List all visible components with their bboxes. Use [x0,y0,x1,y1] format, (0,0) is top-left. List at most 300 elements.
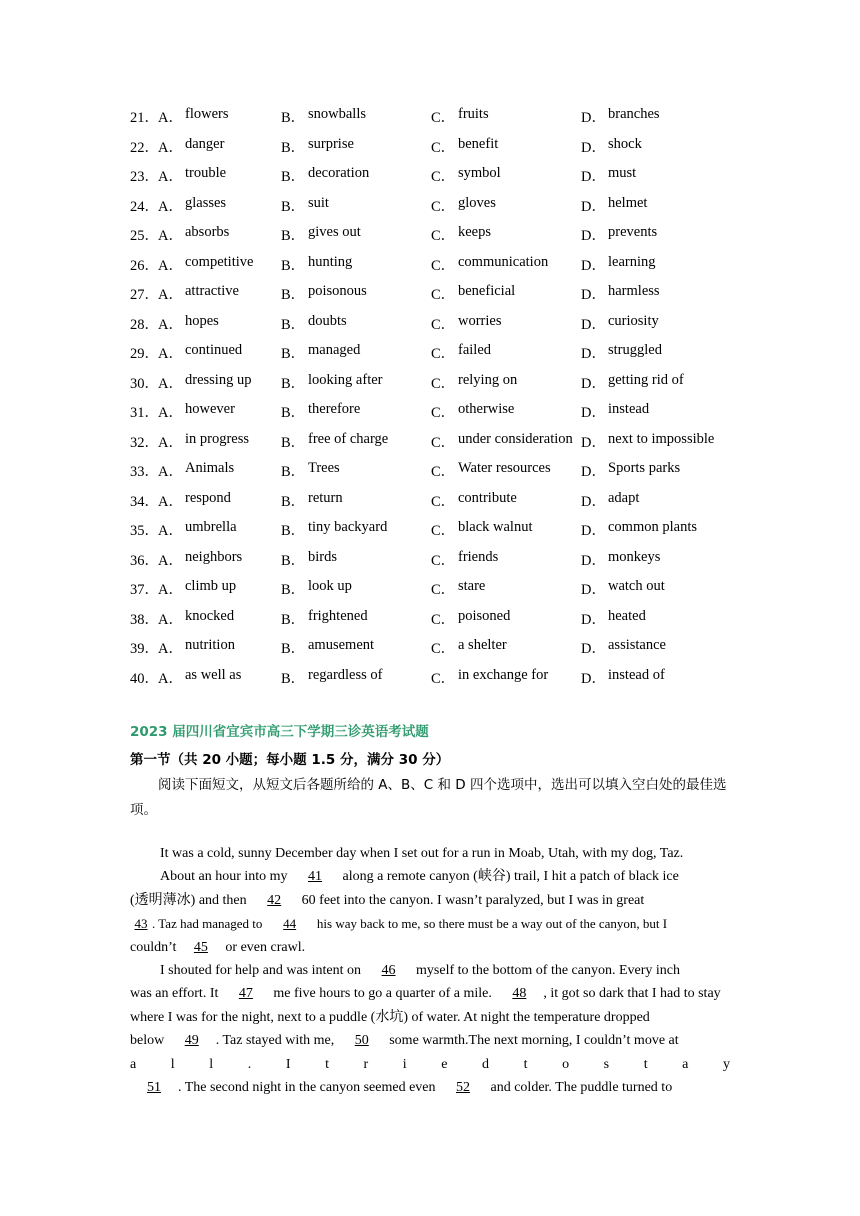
option-letter: B． [281,670,306,687]
option-text: umbrella [185,519,237,536]
justified-char: i [402,1056,407,1072]
question-number: 38． [130,611,159,628]
option-text: fruits [458,106,489,123]
option-text: failed [458,342,492,359]
option-letter: D． [581,641,606,658]
option-d [581,224,731,245]
option-letter: B． [281,375,306,392]
option-letter: D． [581,582,606,599]
question-number: 33． [130,464,159,481]
option-c [431,313,581,334]
blank-52: 52 [456,1079,470,1095]
option-b [281,490,431,511]
option-letter: B． [281,434,306,451]
option-text: a shelter [458,637,507,654]
option-a [158,254,281,275]
option-d [581,667,731,688]
question-row [130,574,740,604]
option-a [158,372,281,393]
option-text: relying on [458,371,518,388]
option-d [581,490,731,511]
question-row [130,397,740,427]
option-text: return [308,489,343,506]
option-letter: C． [431,169,456,186]
option-a [158,608,281,629]
option-letter: B． [281,405,306,422]
question-row [130,102,740,132]
passage-line: couldn’t 45 or even crawl. [130,936,730,959]
reading-passage [130,842,730,1099]
option-d [581,342,731,363]
option-text: prevents [608,224,658,241]
option-letter: C． [431,287,456,304]
option-text: climb up [185,578,237,595]
option-d [581,106,731,127]
option-text: in exchange for [458,666,549,683]
question-row [130,427,740,457]
option-text: look up [308,578,352,595]
option-text: under consideration [458,430,573,447]
question-number: 36． [130,552,159,569]
passage-line: 43 . Taz had managed to 44 his way back to me, so there must be a way out of the canyon, but I [130,912,730,935]
option-text: danger [185,135,225,152]
question-number: 35． [130,523,159,540]
question-number: 21． [130,110,159,127]
option-letter: C． [431,405,456,422]
option-letter: D． [581,228,606,245]
option-text: branches [608,106,660,123]
question-row [130,486,740,516]
option-text: keeps [458,224,492,241]
option-c [431,224,581,245]
option-letter: B． [281,464,306,481]
option-b [281,165,431,186]
passage-line: below 49 . Taz stayed with me, 50 some warmth.The next morning, I couldn’t move at [130,1029,730,1052]
option-text: dressing up [185,371,252,388]
option-letter: A． [158,228,183,245]
option-letter: D． [581,346,606,363]
option-b [281,283,431,304]
question-number: 23． [130,169,159,186]
blank-49: 49 [184,1033,199,1049]
option-text: in progress [185,430,250,447]
option-b [281,519,431,540]
blank-46: 46 [381,962,396,978]
question-number: 26． [130,257,159,274]
option-letter: B． [281,611,306,628]
option-text: assistance [608,637,666,654]
option-text: communication [458,253,549,270]
option-a [158,637,281,658]
option-d [581,254,731,275]
option-c [431,667,581,688]
option-text: attractive [185,283,239,300]
option-b [281,224,431,245]
option-letter: B． [281,316,306,333]
option-text: heated [608,607,646,624]
option-text: getting rid of [608,371,684,388]
option-letter: B． [281,287,306,304]
option-letter: D． [581,464,606,481]
option-d [581,637,731,658]
option-text: must [608,165,637,182]
justified-char: t [643,1056,648,1072]
option-text: otherwise [458,401,515,418]
option-letter: B． [281,552,306,569]
option-letter: C． [431,139,456,156]
option-text: knocked [185,607,235,624]
option-c [431,519,581,540]
option-d [581,283,731,304]
option-text: curiosity [608,312,659,329]
justified-char: I [285,1056,291,1072]
passage-line: I shouted for help and was intent on 46 myself to the bottom of the canyon. Every inch [130,959,730,982]
option-text: tiny backyard [308,519,388,536]
option-b [281,460,431,481]
option-text: Sports parks [608,460,681,477]
option-text: next to impossible [608,430,715,447]
option-letter: B． [281,582,306,599]
question-number: 32． [130,434,159,451]
justified-char: y [722,1056,730,1072]
option-text: gives out [308,224,361,241]
option-text: trouble [185,165,227,182]
option-text: birds [308,548,337,565]
option-letter: A． [158,670,183,687]
option-text: glasses [185,194,227,211]
justified-char: t [523,1056,528,1072]
justified-char: . [247,1056,252,1072]
option-a [158,519,281,540]
option-letter: D． [581,139,606,156]
option-text: common plants [608,519,698,536]
option-a [158,549,281,570]
option-d [581,401,731,422]
option-letter: D． [581,287,606,304]
option-text: Trees [308,460,340,477]
question-row [130,663,740,693]
option-text: doubts [308,312,347,329]
option-text: free of charge [308,430,389,447]
option-b [281,608,431,629]
option-letter: B． [281,169,306,186]
option-letter: D． [581,375,606,392]
option-text: instead [608,401,650,418]
option-letter: A． [158,257,183,274]
option-a [158,667,281,688]
option-letter: B． [281,139,306,156]
option-letter: C． [431,110,456,127]
option-a [158,342,281,363]
option-letter: B． [281,641,306,658]
option-b [281,106,431,127]
option-b [281,136,431,157]
question-row [130,515,740,545]
option-letter: B． [281,523,306,540]
option-b [281,667,431,688]
option-letter: D． [581,434,606,451]
option-text: stare [458,578,486,595]
option-letter: C． [431,670,456,687]
question-row [130,191,740,221]
option-text: beneficial [458,283,516,300]
option-text: harmless [608,283,660,300]
option-letter: A． [158,169,183,186]
answer-options-table [130,102,740,692]
option-letter: A． [158,493,183,510]
option-text: shock [608,135,642,152]
option-b [281,549,431,570]
justified-char: a [682,1056,689,1072]
question-number: 22． [130,139,159,156]
option-text: amusement [308,637,375,654]
option-text: competitive [185,253,254,270]
option-letter: C． [431,582,456,599]
option-letter: B． [281,493,306,510]
option-text: Animals [185,460,235,477]
option-a [158,136,281,157]
option-text: Water resources [458,460,551,477]
option-letter: B． [281,198,306,215]
option-letter: B． [281,257,306,274]
option-c [431,431,581,452]
option-c [431,549,581,570]
option-letter: A． [158,346,183,363]
option-letter: D． [581,670,606,687]
question-row [130,338,740,368]
blank-50: 50 [354,1033,369,1049]
option-d [581,460,731,481]
option-letter: D． [581,198,606,215]
option-letter: D． [581,110,606,127]
option-text: managed [308,342,361,359]
option-c [431,283,581,304]
option-b [281,313,431,334]
option-letter: D． [581,611,606,628]
option-letter: A． [158,582,183,599]
question-number: 39． [130,641,159,658]
question-row [130,545,740,575]
option-letter: C． [431,316,456,333]
option-b [281,342,431,363]
option-letter: D． [581,493,606,510]
option-letter: D． [581,523,606,540]
option-b [281,254,431,275]
option-letter: B． [281,346,306,363]
question-row [130,279,740,309]
passage-line: It was a cold, sunny December day when I set out for a run in Moab, Utah, with my dog, Taz. [160,846,684,861]
question-row [130,604,740,634]
option-c [431,460,581,481]
option-a [158,106,281,127]
option-text: benefit [458,135,499,152]
question-row [130,633,740,663]
option-letter: C． [431,552,456,569]
option-letter: C． [431,434,456,451]
option-letter: D． [581,316,606,333]
question-number: 24． [130,198,159,215]
option-letter: C． [431,493,456,510]
question-row [130,368,740,398]
option-text: as well as [185,666,242,683]
justified-char: r [363,1056,369,1072]
option-d [581,195,731,216]
option-c [431,490,581,511]
blank-48: 48 [512,986,527,1002]
question-number: 34． [130,493,159,510]
passage-line: (透明薄冰) and then 42 60 feet into the canyon. I wasn’t paralyzed, but I was in great [130,889,730,912]
option-text: therefore [308,401,361,418]
option-letter: A． [158,110,183,127]
blank-41: 41 [308,869,323,885]
option-text: poisonous [308,283,367,300]
option-letter: C． [431,611,456,628]
option-a [158,313,281,334]
option-text: absorbs [185,224,230,241]
option-b [281,637,431,658]
option-letter: A． [158,198,183,215]
option-text: worries [458,312,502,329]
option-b [281,401,431,422]
option-text: struggled [608,342,662,359]
option-text: helmet [608,194,648,211]
justified-char: l [209,1056,214,1072]
option-letter: D． [581,169,606,186]
option-text: monkeys [608,548,661,565]
option-letter: C． [431,198,456,215]
option-a [158,401,281,422]
instructions: 阅读下面短文，从短文后各题所给的 A、B、C 和 D 四个选项中，选出可以填入空白处的最佳选项。 [130,777,727,818]
justified-char: a [130,1056,137,1072]
blank-43: 43 [134,916,148,932]
option-letter: C． [431,641,456,658]
option-b [281,578,431,599]
option-letter: B． [281,110,306,127]
option-letter: A． [158,523,183,540]
option-text: learning [608,253,656,270]
option-text: instead of [608,666,665,683]
option-text: neighbors [185,548,243,565]
justified-char: t [325,1056,329,1072]
option-c [431,342,581,363]
option-text: flowers [185,106,229,123]
option-text: hunting [308,253,353,270]
justified-char: e [441,1056,448,1072]
option-text: snowballs [308,106,366,123]
option-text: friends [458,548,499,565]
option-a [158,490,281,511]
option-a [158,224,281,245]
option-letter: A． [158,641,183,658]
option-letter: A． [158,316,183,333]
question-row [130,309,740,339]
option-letter: A． [158,434,183,451]
question-row [130,132,740,162]
question-number: 37． [130,582,159,599]
option-text: poisoned [458,607,511,624]
option-letter: D． [581,552,606,569]
option-d [581,313,731,334]
justified-char: l [170,1056,175,1072]
option-letter: A． [158,552,183,569]
option-text: however [185,401,235,418]
option-d [581,136,731,157]
question-number: 25． [130,228,159,245]
blank-47: 47 [238,986,253,1002]
option-letter: A． [158,139,183,156]
option-c [431,578,581,599]
option-c [431,372,581,393]
option-text: nutrition [185,637,235,654]
option-d [581,372,731,393]
option-text: looking after [308,371,383,388]
option-b [281,372,431,393]
option-d [581,165,731,186]
option-text: contribute [458,489,517,506]
question-number: 28． [130,316,159,333]
option-text: black walnut [458,519,533,536]
option-letter: C． [431,346,456,363]
option-letter: A． [158,611,183,628]
option-text: adapt [608,489,640,506]
exam-title: 2023 届四川省宜宾市高三下学期三诊英语考试题 [130,724,429,740]
option-c [431,195,581,216]
question-row [130,250,740,280]
option-c [431,401,581,422]
option-letter: C． [431,228,456,245]
option-c [431,608,581,629]
option-letter: A． [158,464,183,481]
justified-char: o [562,1056,570,1072]
option-text: watch out [608,578,665,595]
option-letter: C． [431,464,456,481]
option-d [581,608,731,629]
option-a [158,195,281,216]
option-letter: A． [158,287,183,304]
option-text: suit [308,194,329,211]
option-letter: B． [281,228,306,245]
blank-45: 45 [193,939,208,955]
option-c [431,637,581,658]
option-c [431,106,581,127]
passage-line: About an hour into my 41 along a remote canyon (峡谷) trail, I hit a patch of black ice [130,865,730,888]
passage-line: 51 . The second night in the canyon seemed even 52 and colder. The puddle turned to [130,1076,730,1099]
question-row [130,456,740,486]
option-text: decoration [308,165,370,182]
option-c [431,254,581,275]
question-number: 31． [130,405,159,422]
option-text: surprise [308,135,354,152]
option-letter: D． [581,405,606,422]
blank-42: 42 [267,892,282,908]
option-d [581,431,731,452]
question-number: 30． [130,375,159,392]
option-letter: D． [581,257,606,274]
passage-line: was an effort. It 47 me five hours to go a quarter of a mile. 48 , it got so dark that I had to stay [130,982,730,1005]
option-text: hopes [185,312,219,329]
option-a [158,431,281,452]
question-number: 40． [130,670,159,687]
option-letter: A． [158,405,183,422]
blank-51: 51 [147,1079,161,1095]
option-d [581,549,731,570]
option-d [581,578,731,599]
blank-44: 44 [283,916,297,932]
option-letter: C． [431,257,456,274]
option-d [581,519,731,540]
option-a [158,283,281,304]
option-b [281,431,431,452]
